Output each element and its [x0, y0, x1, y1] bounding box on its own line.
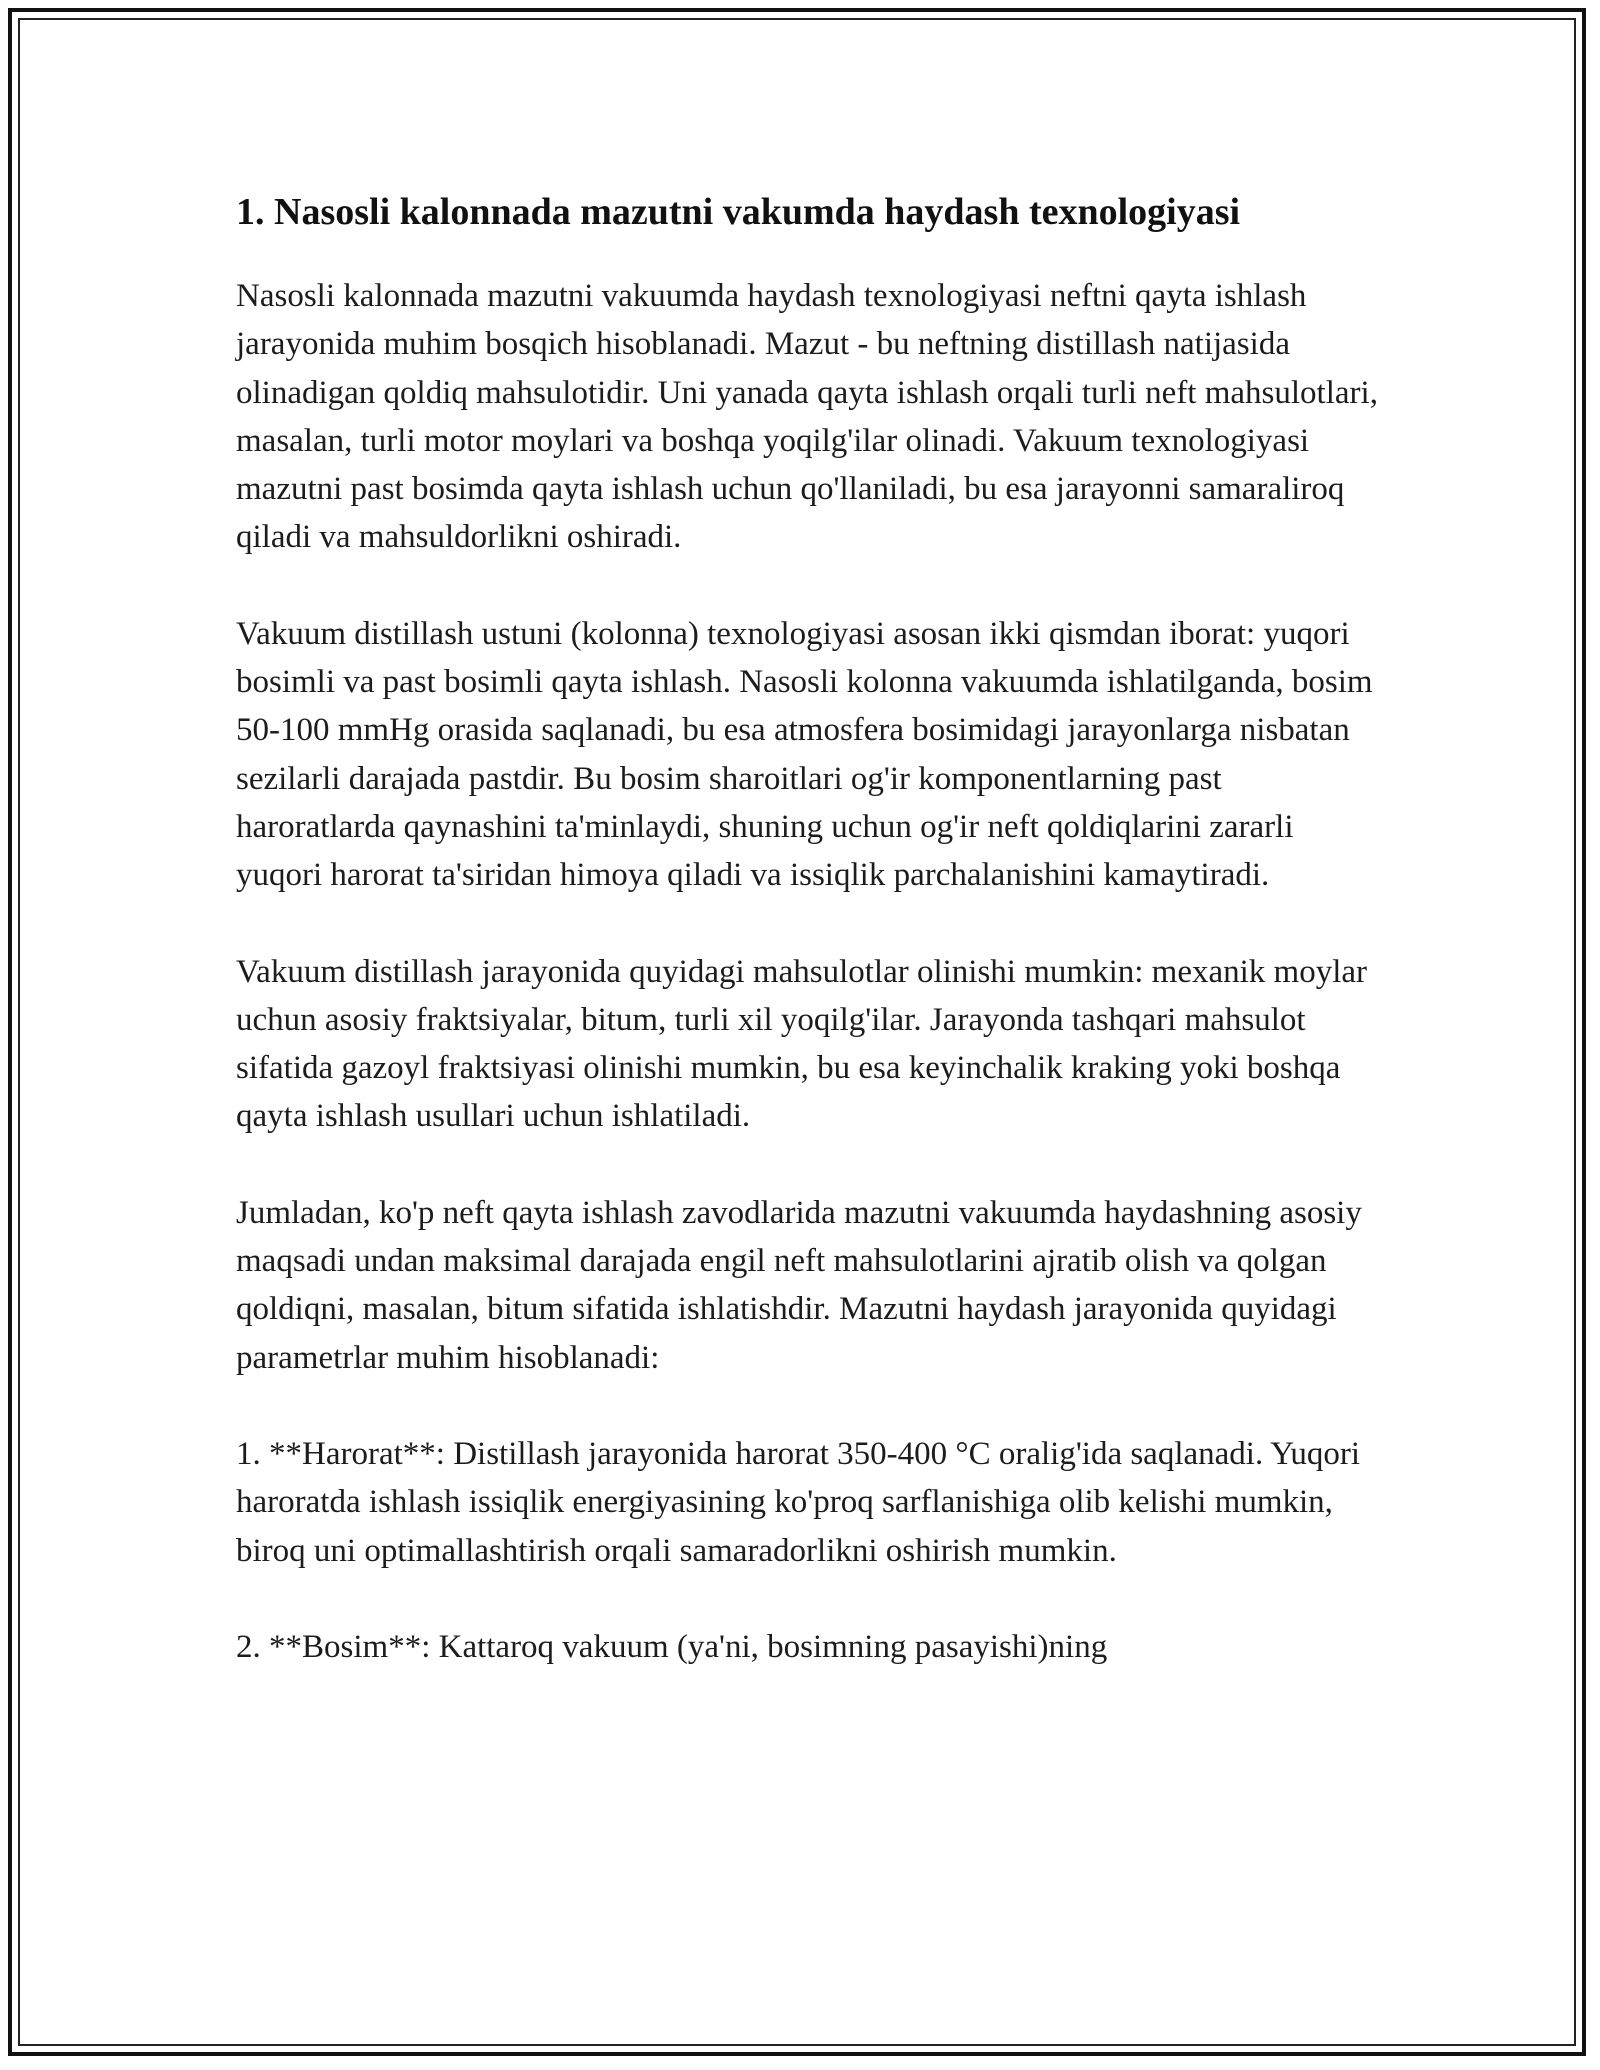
- document-body: [236, 186, 1386, 1671]
- paragraph-vacuum-column: Vakuum distillash ustuni (kolonna) texnologiyasi asosan ikki qismdan iborat: yuqori bosimli va past bosimli qayta ishlash. Nasosli kolonna vakuumda ishlatilganda, bosim 50-100 mmHg orasida saqlanadi, bu esa atmosfera bosimidagi jarayonlarga nisbatan sezilarli darajada pastdir. Bu bosim sharoitlari og'ir komponentlarning past haroratlarda qaynashini ta'minlaydi, shuning uchun og'ir neft qoldiqlarini zararli yuqori harorat ta'siridan himoya qiladi va issiqlik parchalanishini kamaytiradi.: [236, 615, 1373, 894]
- paragraph-purpose: Jumladan, ko'p neft qayta ishlash zavodlarida mazutni vakuumda haydashning asosiy maqsadi undan maksimal darajada engil neft mahsulotlarini ajratib olish va qolgan qoldiqni, masalan, bitum sifatida ishlatishdir. Mazutni haydash jarayonida quyidagi parametrlar muhim hisoblanadi:: [236, 1194, 1362, 1376]
- list-item-temperature: 1. **Harorat**: Distillash jarayonida harorat 350-400 °C oralig'ida saqlanadi. Yuqori haroratda ishlash issiqlik energiyasining ko'proq sarflanishiga olib kelishi mumkin, biroq uni optimallashtirish orqali samaradorlikni oshirish mumkin.: [236, 1435, 1361, 1569]
- list-item-pressure: 2. **Bosim**: Kattaroq vakuum (ya'ni, bosimning pasayishi)ning: [236, 1628, 1108, 1665]
- paragraph-intro: Nasosli kalonnada mazutni vakuumda haydash texnologiyasi neftni qayta ishlash jarayonida muhim bosqich hisoblanadi. Mazut - bu neftning distillash natijasida olinadigan qoldiq mahsulotidir. Uni yanada qayta ishlash orqali turli neft mahsulotlari, masalan, turli motor moylari va boshqa yoqilg'ilar olinadi. Vakuum texnologiyasi mazutni past bosimda qayta ishlash uchun qo'llaniladi, bu esa jarayonni samaraliroq qiladi va mahsuldorlikni oshiradi.: [236, 278, 1378, 556]
- document-title: 1. Nasosli kalonnada mazutni vakumda haydash texnologiyasi: [236, 191, 1241, 233]
- paragraph-products: Vakuum distillash jarayonida quyidagi mahsulotlar olinishi mumkin: mexanik moylar uchun asosiy fraktsiyalar, bitum, turli xil yoqilg'ilar. Jarayonda tashqari mahsulot sifatida gazoyl fraktsiyasi olinishi mumkin, bu esa keyinchalik kraking yoki boshqa qayta ishlash usullari uchun ishlatiladi.: [236, 953, 1368, 1135]
